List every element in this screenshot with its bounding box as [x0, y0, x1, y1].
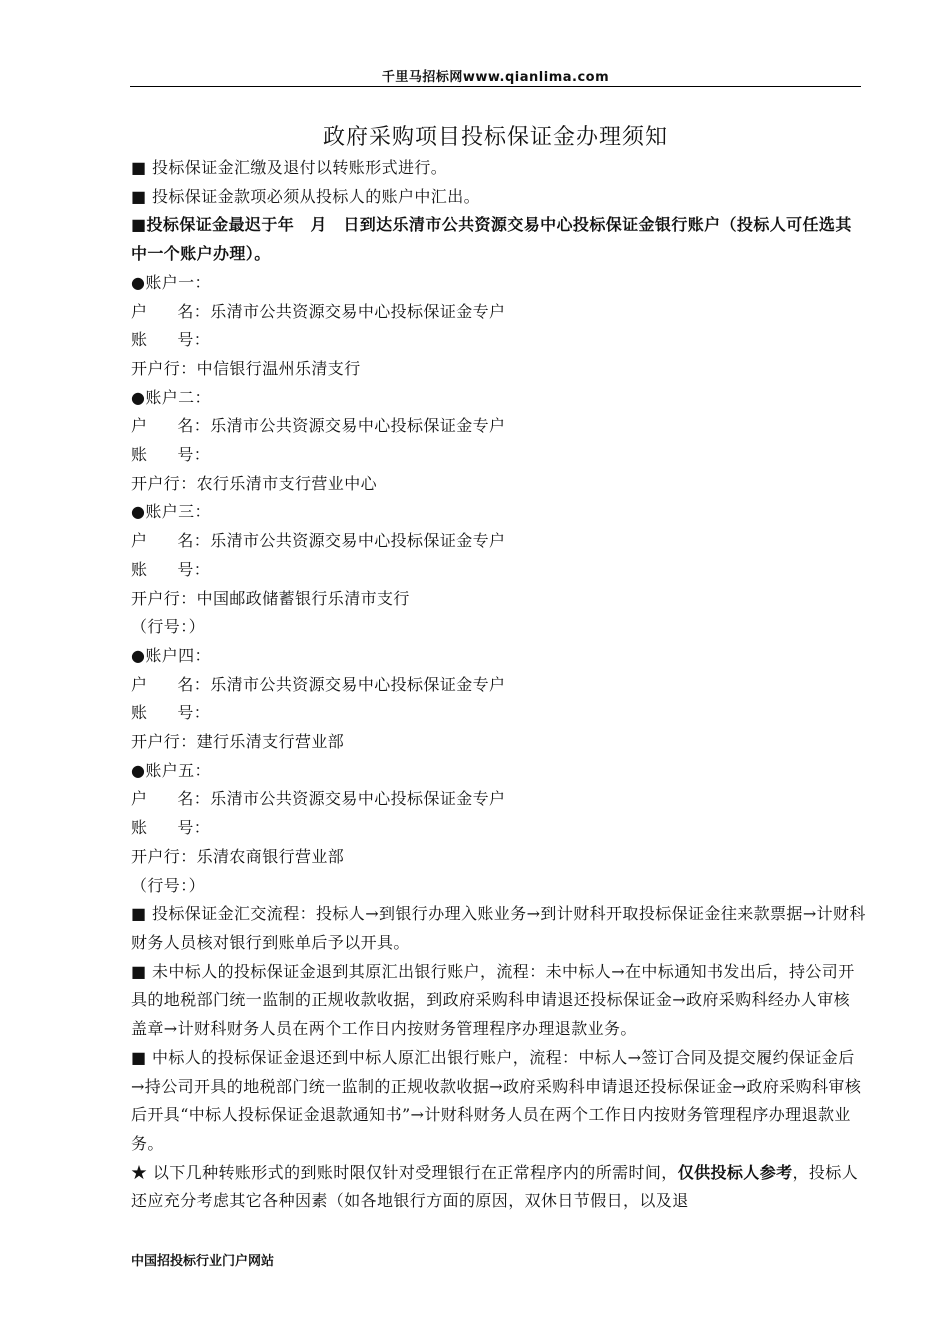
note-text: ★ 以下几种转账形式的到账时限仅针对受理银行在正常程序内的所需时间， [131, 1162, 678, 1182]
account-name-row [131, 527, 866, 556]
account-bank: 开户行：乐清农商银行营业部 [131, 846, 345, 866]
account-name-label: 名： [177, 674, 211, 694]
intro-item: ■ 投标保证金汇缴及退付以转账形式进行。 [131, 158, 448, 177]
process-paragraph: ■ 投标保证金汇交流程：投标人→到银行办理入账业务→到计财科开取投标保证金往来款票据→计财科财务人员核对银行到账单后予以开具。 [131, 904, 866, 952]
account-name-label: 名： [177, 789, 211, 809]
account-number-label: 账 [131, 445, 148, 465]
account-number-row [131, 699, 866, 728]
account-name-label: 户 [131, 301, 148, 321]
account-name-label: 户 [131, 789, 148, 809]
account-number-label: 号： [177, 559, 211, 579]
account-number-label: 账 [131, 703, 148, 723]
account-name-label: 户 [131, 531, 148, 551]
document-title: 政府采购项目投标保证金办理须知 [322, 125, 668, 150]
account-heading: ●账户五： [131, 760, 211, 780]
account-name-row [131, 298, 866, 327]
account-name-row [131, 785, 866, 814]
account-name-label: 名： [177, 301, 211, 321]
account-name-row [131, 671, 866, 700]
account-number-label: 账 [131, 818, 148, 838]
account-number-label: 账 [131, 330, 148, 350]
account-heading: ●账户三： [131, 502, 211, 522]
account-number-row [131, 326, 866, 355]
account-number-label: 号： [177, 330, 211, 350]
account-name-label: 户 [131, 674, 148, 694]
account-number-row [131, 441, 866, 470]
account-number-label: 账 [131, 559, 148, 579]
account-name-label: 名： [177, 531, 211, 551]
account-name-value: 乐清市公共资源交易中心投标保证金专户 [210, 531, 506, 551]
intro-item: ■ 投标保证金款项必须从投标人的账户中汇出。 [131, 186, 481, 206]
account-number-label: 号： [177, 703, 211, 723]
bank-code: （行号：） [131, 617, 206, 637]
process-paragraph: ■ 未中标人的投标保证金退到其原汇出银行账户，流程：未中标人→在中标通知书发出后，持公司开具的地税部门统一监制的正规收款收据，到政府采购科申请退还投标保证金→政府采购科经办人审核盖章→计财科财务人员在两个工作日内按财务管理程序办理退款业务。 [131, 961, 855, 1039]
account-heading: ●账户二： [131, 387, 211, 407]
account-name-label: 户 [131, 416, 148, 436]
header-divider [130, 86, 861, 87]
account-number-label: 号： [177, 445, 211, 465]
account-number-row [131, 814, 866, 843]
process-paragraph: ■ 中标人的投标保证金退还到中标人原汇出银行账户，流程：中标人→签订合同及提交履约保证金后→持公司开具的地税部门统一监制的正规收款收据→政府采购科申请退还投标保证金→政府采购科审核后开具“中标人投标保证金退款通知书”→计财科财务人员在两个工作日内按财务管理程序办理退款业务。 [131, 1047, 862, 1153]
account-bank: 开户行：建行乐清支行营业部 [131, 732, 345, 752]
account-number-label: 号： [177, 818, 211, 838]
account-name-row [131, 412, 866, 441]
account-name-value: 乐清市公共资源交易中心投标保证金专户 [210, 416, 506, 436]
account-name-value: 乐清市公共资源交易中心投标保证金专户 [210, 674, 506, 694]
note-text: ，投标人还应充分考虑其它各种因素（如各地银行方面的原因，双休日节假日，以及退 [131, 1162, 859, 1211]
note-paragraph [131, 1159, 866, 1216]
account-number-row [131, 556, 866, 585]
page-header: 千里马招标网www.qianlima.com [381, 70, 610, 85]
account-name-label: 名： [177, 416, 211, 436]
account-heading: ●账户四： [131, 645, 211, 665]
account-bank: 开户行：农行乐清市支行营业中心 [131, 473, 378, 493]
account-bank: 开户行：中国邮政储蓄银行乐清市支行 [131, 588, 410, 608]
document-body [131, 154, 866, 1216]
note-emphasis: 仅供投标人参考 [677, 1162, 793, 1182]
account-bank: 开户行：中信银行温州乐清支行 [131, 358, 361, 378]
page-footer: 中国招投标行业门户网站 [131, 1254, 275, 1269]
account-name-value: 乐清市公共资源交易中心投标保证金专户 [210, 301, 506, 321]
bank-code: （行号：） [131, 875, 206, 895]
deadline-notice: ■投标保证金最迟于年 月 日到达乐清市公共资源交易中心投标保证金银行账户（投标人可任选其中一个账户办理）。 [131, 215, 852, 264]
account-heading: ●账户一： [131, 272, 211, 292]
account-name-value: 乐清市公共资源交易中心投标保证金专户 [210, 789, 506, 809]
